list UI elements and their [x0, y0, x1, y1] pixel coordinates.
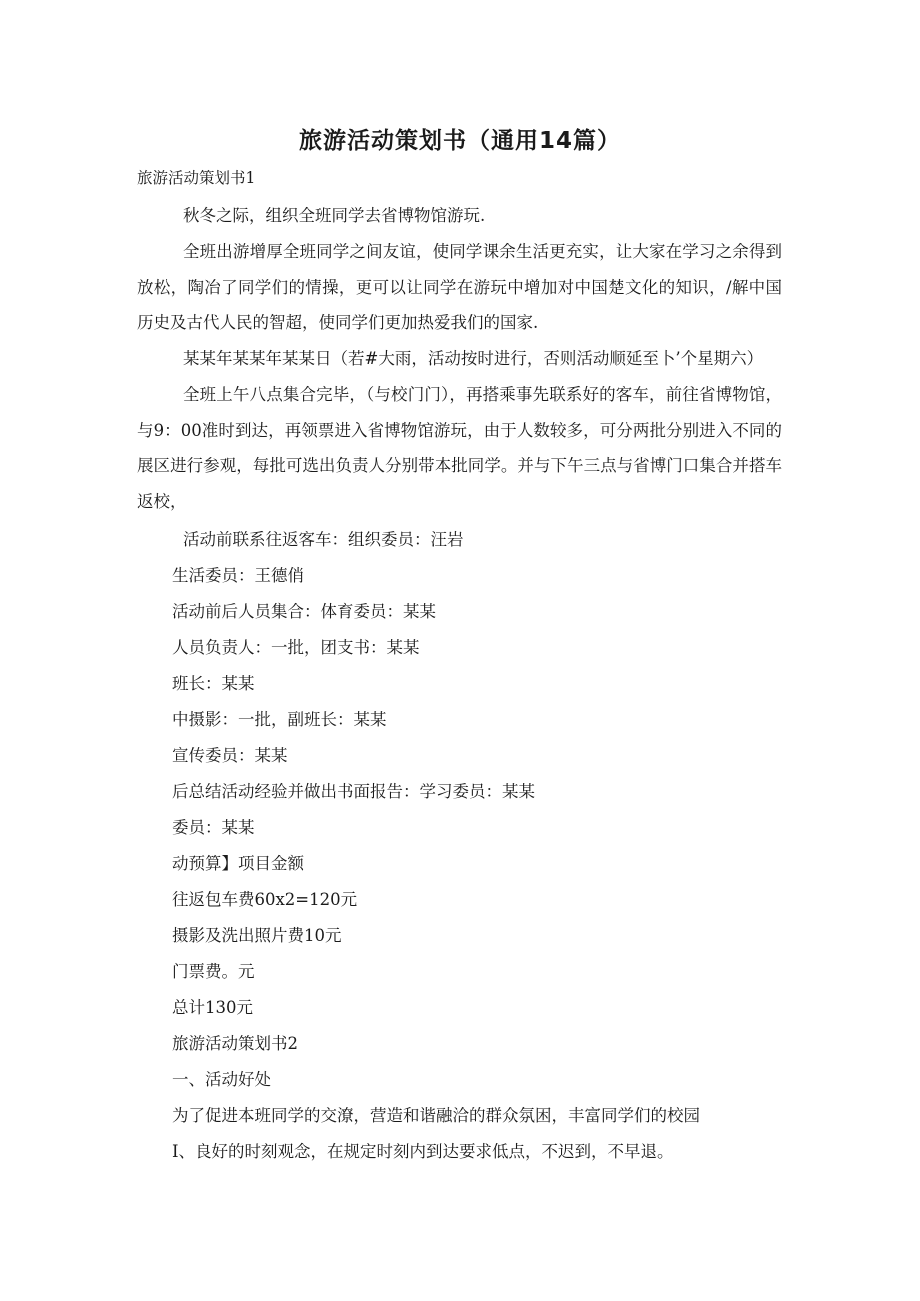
list-item: 中摄影：一批，副班长：某某	[172, 710, 387, 729]
list-item: 为了促进本班同学的交潦，营造和谐融洽的群众氛困，丰富同学们的校园	[172, 1106, 700, 1125]
list-item: 人员负责人：一批，团支书：某某	[172, 638, 420, 657]
list-item: 总计130元	[172, 998, 253, 1017]
list-item: 活动前后人员集合：体育委员：某某	[172, 602, 436, 621]
list-item: 动预算】项目金额	[172, 854, 304, 873]
list-item: 委员：某某	[172, 818, 255, 837]
paragraph: 秋冬之际，组织全班同学去省博物馆游玩.	[183, 206, 486, 225]
list-item: 摄影及洗出照片费10元	[172, 926, 342, 945]
list-item: 一、活动好处	[172, 1070, 271, 1089]
paragraph: 全班上午八点集合完毕，（与校门门），再搭乘事先联系好的客车，前往省博物馆，与9：00准时到达，再领票进入省博物馆游玩，由于人数较多，可分两批分别进入不同的展区进行参观，每批可选出负责人分别带本批同学。并与下午三点与省博门口集合并搭车返校，	[137, 385, 782, 511]
list-item: 班长：某某	[172, 674, 255, 693]
section-heading: 旅游活动策划书2	[172, 1034, 298, 1053]
paragraph: 活动前联系往返客车：组织委员：汪岩	[183, 530, 464, 549]
document-title: 旅游活动策划书（通用14篇）	[298, 128, 621, 154]
list-item: 往返包车费60x2=120元	[172, 890, 358, 909]
list-item: 宣传委员：某某	[172, 746, 288, 765]
list-item: 生活委员：王德俏	[172, 566, 304, 585]
section-heading: 旅游活动策划书1	[137, 169, 256, 187]
list-item: 门票费。元	[172, 962, 255, 981]
list-item: I、良好的时刻观念，在规定时刻内到达要求低点，不迟到，不早退。	[172, 1142, 674, 1161]
paragraph: 某某年某某年某某日（若#大雨，活动按时进行，否则活动顺延至卜’个星期六）	[183, 349, 764, 368]
paragraph: 全班出游增厚全班同学之间友谊，使同学课余生活更充实，让大家在学习之余得到放松，陶冶了同学们的情操，更可以让同学在游玩中增加对中国楚文化的知识，/解中国历史及古代人民的智超，使同学们更加热爱我们的国家.	[137, 242, 782, 332]
list-item: 后总结活动经验并做出书面报告：学习委员：某某	[172, 782, 535, 801]
